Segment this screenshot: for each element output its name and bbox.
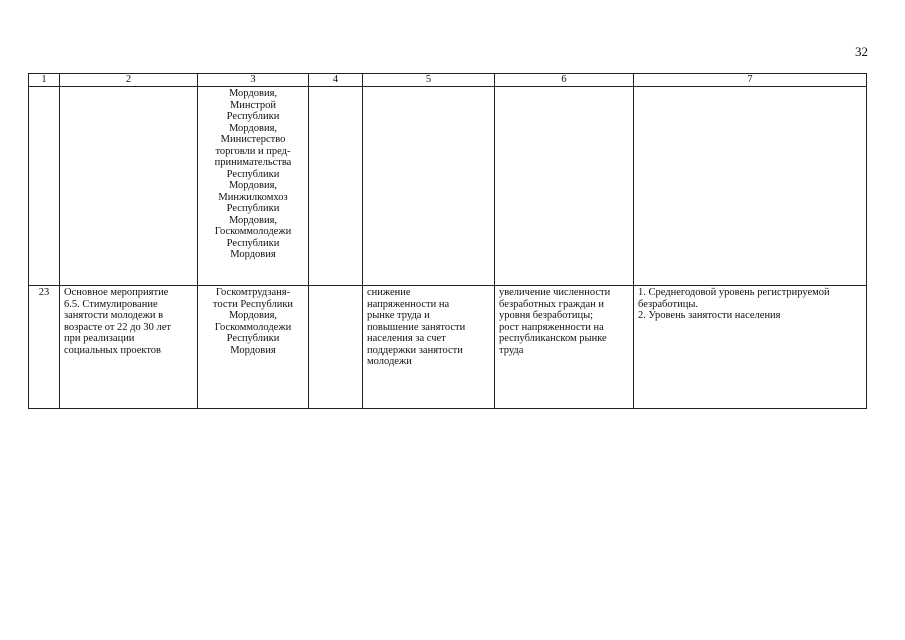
cell-text-line: рынке труда и xyxy=(367,310,430,321)
cell-text-line: 6.5. Стимулирование xyxy=(64,298,158,310)
header-cell: 7 xyxy=(634,74,867,87)
cell-text-line: возрасте от 22 до 30 лет xyxy=(64,321,172,333)
consequences-cell xyxy=(495,87,634,286)
cell-text-line: Минстрой xyxy=(229,99,277,111)
header-cell: 2 xyxy=(60,74,198,87)
cell-text-line: безработных граждан и xyxy=(499,298,604,310)
expected-result-cell xyxy=(363,87,495,286)
period-cell xyxy=(309,286,363,409)
cell-text-line: повышение занятости xyxy=(367,321,466,333)
header-cell: 4 xyxy=(309,74,363,87)
consequences-cell xyxy=(495,286,634,409)
header-cell: 6 xyxy=(495,74,634,87)
cell-text-line: 2. Уровень занятости населения xyxy=(638,310,781,321)
expected-result-cell xyxy=(363,286,495,409)
cell-text-line: занятости молодежи в xyxy=(64,310,164,321)
cell-text-line: Министерство xyxy=(220,134,286,145)
cell-text-line: социальных проектов xyxy=(64,344,162,356)
cell-text-line: Мордовия xyxy=(230,249,276,260)
cell-text-line: Республики xyxy=(226,333,280,344)
header-cell: 1 xyxy=(29,74,60,87)
period-cell xyxy=(309,87,363,286)
header-cell: 3 xyxy=(198,74,309,87)
cell-text-line: при реализации xyxy=(64,333,135,344)
measures-table xyxy=(28,73,867,409)
cell-text-line: Республики xyxy=(226,237,280,249)
cell-text-line: населения за счет xyxy=(367,333,446,344)
cell-text-line: Республики xyxy=(226,168,280,180)
table-row xyxy=(29,286,867,409)
cell-text-line: принимательства xyxy=(214,157,292,168)
cell-text-line: республиканском рынке xyxy=(499,333,607,344)
cell-text-line: Мордовия, xyxy=(228,88,278,99)
cell-text-line: Мордовия xyxy=(230,344,276,356)
page-number: 32 xyxy=(855,44,868,59)
cell-text-line: Мордовия, xyxy=(228,310,278,321)
cell-text-line: Республики xyxy=(226,111,280,122)
cell-text-line: увеличение численности xyxy=(499,287,611,298)
cell-text-line: Минжилкомхоз xyxy=(218,191,288,203)
indicators-cell xyxy=(634,87,867,286)
cell-text-line: снижение xyxy=(367,287,411,298)
row-number-cell: 23 xyxy=(29,286,60,409)
cell-text-line: молодежи xyxy=(367,356,412,367)
cell-text-line: 1. Среднегодовой уровень регистрируемой безработицы. xyxy=(638,287,830,310)
cell-text-line: Мордовия, xyxy=(228,214,278,226)
cell-text-line: Госкоммолодежи xyxy=(214,226,292,237)
cell-text-line: Республики xyxy=(226,203,280,214)
cell-text-line: напряженности на xyxy=(367,298,450,310)
cell-text-line: Госкоммолодежи xyxy=(214,321,292,333)
header-cell: 5 xyxy=(363,74,495,87)
row-number-cell xyxy=(29,87,60,286)
cell-text-line: тости Республики xyxy=(212,298,294,310)
measure-name-cell xyxy=(60,286,198,409)
executor-cell xyxy=(198,87,309,286)
indicators-cell xyxy=(634,286,867,409)
cell-text-line: Основное мероприятие xyxy=(64,287,169,298)
cell-text-line: торговли и пред- xyxy=(215,145,291,157)
executor-cell xyxy=(198,286,309,409)
cell-text-line: уровня безработицы; xyxy=(499,310,594,321)
cell-text-line: Мордовия, xyxy=(228,180,278,191)
cell-text-line: Госкомтрудзаня- xyxy=(215,287,291,298)
cell-text-line: рост напряженности на xyxy=(499,321,604,333)
table-row xyxy=(29,87,867,286)
measure-name-cell xyxy=(60,87,198,286)
cell-text-line: поддержки занятости xyxy=(367,344,463,356)
header-row xyxy=(29,74,867,87)
cell-text-line: Мордовия, xyxy=(228,122,278,134)
cell-text-line: труда xyxy=(499,344,524,356)
